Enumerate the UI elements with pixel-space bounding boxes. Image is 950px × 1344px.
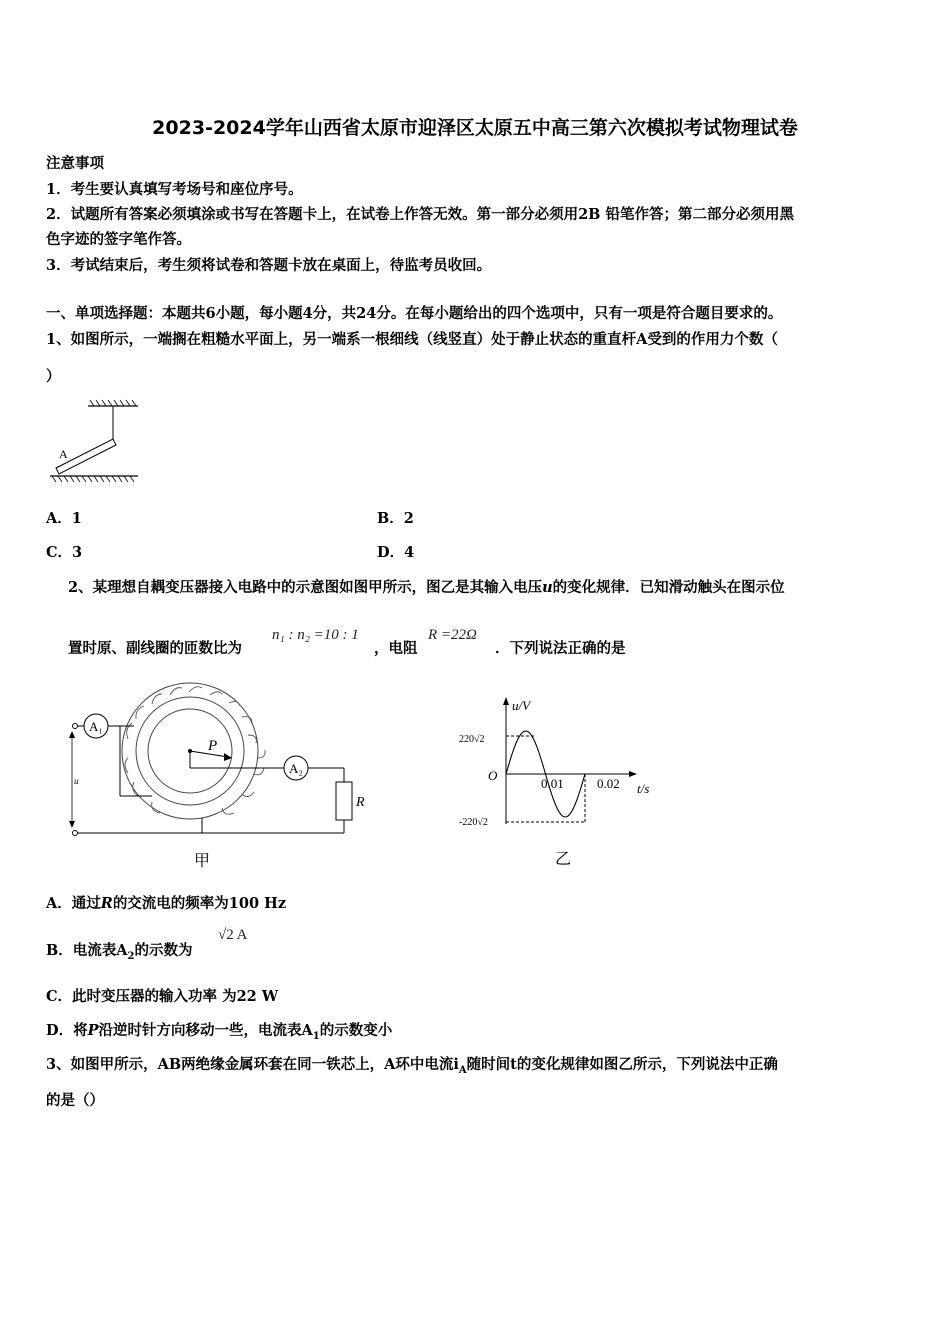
q2-option-b: B．电流表$A_2$的示数为: [46, 942, 193, 962]
q2-option-b-value: √2 A: [218, 927, 248, 943]
page-title: 2023-2024学年山西省太原市迎泽区太原五中高三第六次模拟考试物理试卷: [152, 117, 798, 139]
q2-graph-origin: O: [488, 768, 498, 783]
q1-stem: 1、如图所示，一端搁在粗糙水平面上，另一端系一根细线（线竖直）处于静止状态的重直杆A受到的作用力个数（: [46, 331, 778, 348]
notice-item-1: 1．考生要认真填写考场号和座位序号。: [46, 181, 303, 198]
section-heading: 一、单项选择题：本题共6小题，每小题4分，共24分。在每小题给出的四个选项中，只有一项是符合题目要求的。: [46, 305, 783, 322]
q2-graph-ytop: 220√2: [459, 734, 485, 745]
q2-graph-tick-2: 0.02: [597, 776, 620, 791]
q3-stem-line2: 的是（）: [46, 1092, 104, 1109]
q2-stem-line2-c: ．下列说法正确的是: [495, 640, 626, 657]
q1-option-c: C．3: [46, 544, 83, 561]
q2-stem-line1: 2、某理想自耦变压器接入电路中的示意图如图甲所示，图乙是其输入电压u的变化规律．已知滑动触头在图示位: [68, 579, 785, 596]
q2-stem-line2-a: 置时原、副线圈的匝数比为: [68, 640, 242, 657]
q2-graph-xlabel: t/s: [637, 781, 650, 796]
q2-figure-jia: [62, 678, 384, 874]
q2-option-a: A．通过R的交流电的频率为100 Hz: [46, 895, 287, 912]
q2-option-c: C．此时变压器的输入功率 为22 W: [46, 988, 279, 1005]
q2-graph-tick-1: 0.01: [541, 776, 564, 791]
q1-label-a: A: [59, 447, 68, 461]
q2-graph-ybottom: -220√2: [459, 817, 488, 828]
notice-heading: 注意事项: [46, 155, 104, 172]
q2-graph-ylabel: u/V: [512, 698, 531, 713]
q2-input-voltage-label: u: [74, 776, 79, 786]
q1-option-a: A．1: [46, 510, 82, 527]
q1-option-d: D．4: [377, 544, 415, 561]
q2-resistor-r: R: [356, 795, 365, 810]
q2-ammeter-a2: A₂: [289, 761, 303, 776]
q2-turns-ratio: n₁ : n₂ =10 : 1: [272, 627, 359, 643]
q2-resistance: R =22Ω: [428, 627, 477, 643]
q2-caption-jia: 甲: [193, 853, 211, 870]
q2-option-d: D．将P沿逆时针方向移动一些，电流表$A_1$的示数变小: [46, 1022, 393, 1042]
q1-option-b: B．2: [377, 510, 414, 527]
q2-slider-p: P: [208, 738, 218, 754]
q1-rod-figure: [46, 398, 146, 490]
q2-figure-yi: [455, 694, 665, 872]
q2-ammeter-a1: A₁: [89, 719, 103, 734]
q2-caption-yi: 乙: [554, 851, 572, 868]
notice-item-2-cont: 色字迹的签字笔作答。: [46, 231, 191, 248]
notice-item-2: 2．试题所有答案必须填涂或书写在答题卡上，在试卷上作答无效。第一部分必须用2B 铅笔作答；第二部分必须用黑: [46, 206, 794, 223]
q3-stem-line1: 3、如图甲所示，AB两绝缘金属环套在同一铁芯上，A环中电流$i_A$随时间t的变化规律如图乙所示，下列说法中正确: [46, 1056, 778, 1076]
q2-stem-line2-b: ，电阻: [374, 640, 418, 657]
q1-stem-end: ）: [46, 368, 61, 385]
notice-item-3: 3．考试结束后，考生须将试卷和答题卡放在桌面上，待监考员收回。: [46, 257, 492, 274]
